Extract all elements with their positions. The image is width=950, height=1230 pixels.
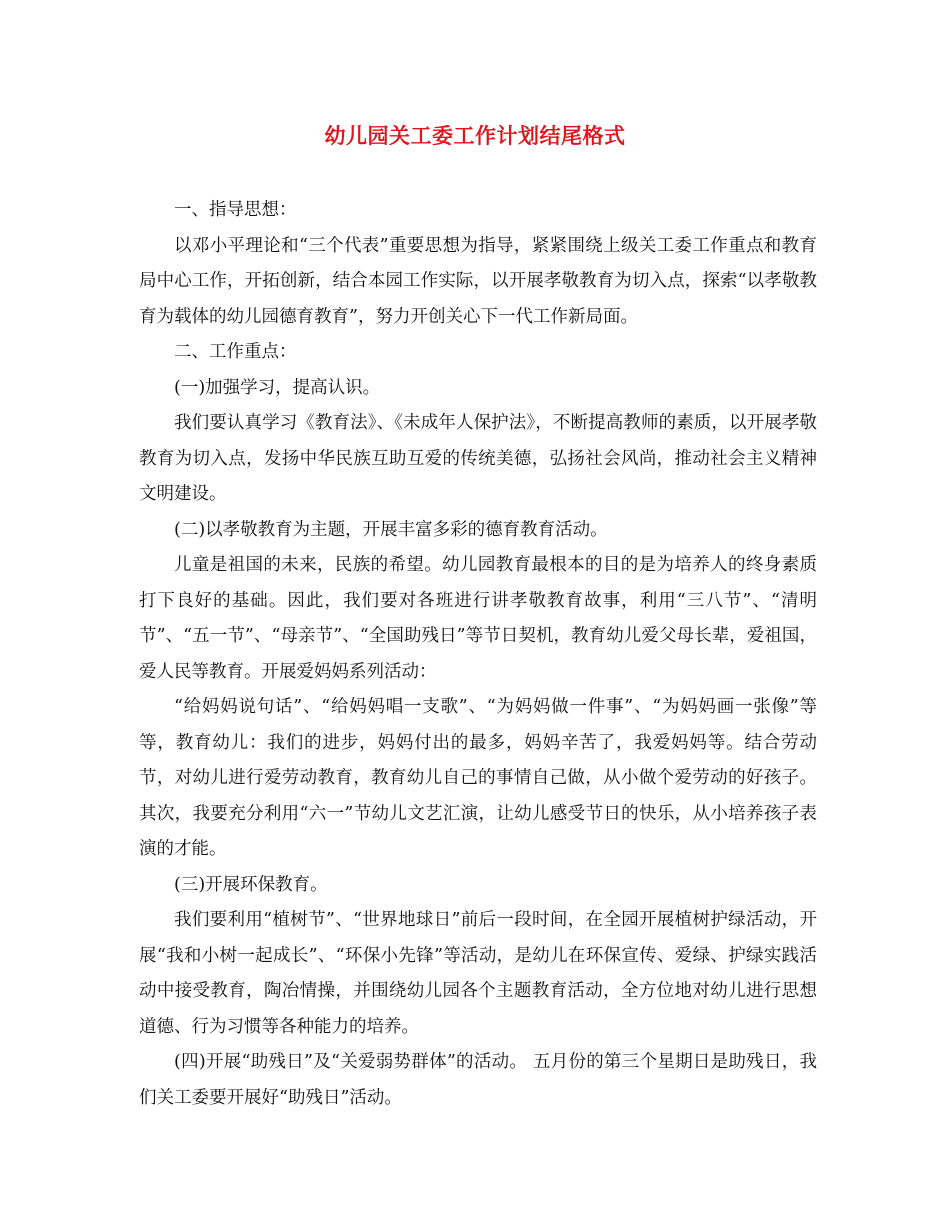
subheading-study: (一)加强学习，提高认识。 <box>174 377 381 398</box>
paragraph-disability-day: (四)开展“助残日”及“关爱弱势群体”的活动。 五月份的第三个星期日是助残日，我们关工委要开展好“助残日”活动。 <box>139 1052 817 1108</box>
paragraph-guiding-ideology: 以邓小平理论和“三个代表”重要思想为指导，紧紧围绕上级关工委工作重点和教育局中心工作，开拓创新，结合本园工作实际，以开展孝敬教育为切入点，探索“以孝敬教育为载体的幼儿园德育教育”，努力开创关心下一代工作新局面。 <box>139 235 817 327</box>
paragraph-mother-activities: “给妈妈说句话”、“给妈妈唱一支歌”、“为妈妈做一件事”、“为妈妈画一张像”等等，教育幼儿：我们的进步，妈妈付出的最多，妈妈辛苦了，我爱妈妈等。结合劳动节，对幼儿进行爱劳动教育，教育幼儿自己的事情自己做，从小做个爱劳动的好孩子。其次，我要充分利用“六一”节幼儿文艺汇演，让幼儿感受节日的快乐，从小培养孩子表演的才能。 <box>139 697 817 859</box>
subheading-filial-education: (二)以孝敬教育为主题，开展丰富多彩的德育教育活动。 <box>174 519 608 540</box>
subheading-environment: (三)开展环保教育。 <box>174 874 328 895</box>
document-body <box>139 193 817 1116</box>
paragraph-filial-education: 儿童是祖国的未来，民族的希望。幼儿园教育最根本的目的是为培养人的终身素质打下良好的基础。因此，我们要对各班进行讲孝敬教育故事，利用“三八节”、“清明节”、“五一节”、“母亲节”、“全国助残日”等节日契机，教育幼儿爱父母长辈，爱祖国，爱人民等教育。开展爱妈妈系列活动： <box>139 555 817 682</box>
section-heading-work-focus: 二、工作重点： <box>174 342 297 362</box>
paragraph-environment: 我们要利用“植树节”、“世界地球日”前后一段时间，在全园开展植树护绿活动，开展“我和小树一起成长”、“环保小先锋”等活动，是幼儿在环保宣传、爱绿、护绿实践活动中接受教育，陶冶情操，并围绕幼儿园各个主题教育活动，全方位地对幼儿进行思想道德、行为习惯等各种能力的培养。 <box>139 910 817 1037</box>
document-title: 幼儿园关工委工作计划结尾格式 <box>324 123 626 148</box>
section-heading-guiding-ideology: 一、指导思想： <box>174 200 297 220</box>
paragraph-study: 我们要认真学习《教育法》、《未成年人保护法》，不断提高教师的素质，以开展孝敬教育为切入点，发扬中华民族互助互爱的传统美德，弘扬社会风尚，推动社会主义精神文明建设。 <box>139 413 817 504</box>
